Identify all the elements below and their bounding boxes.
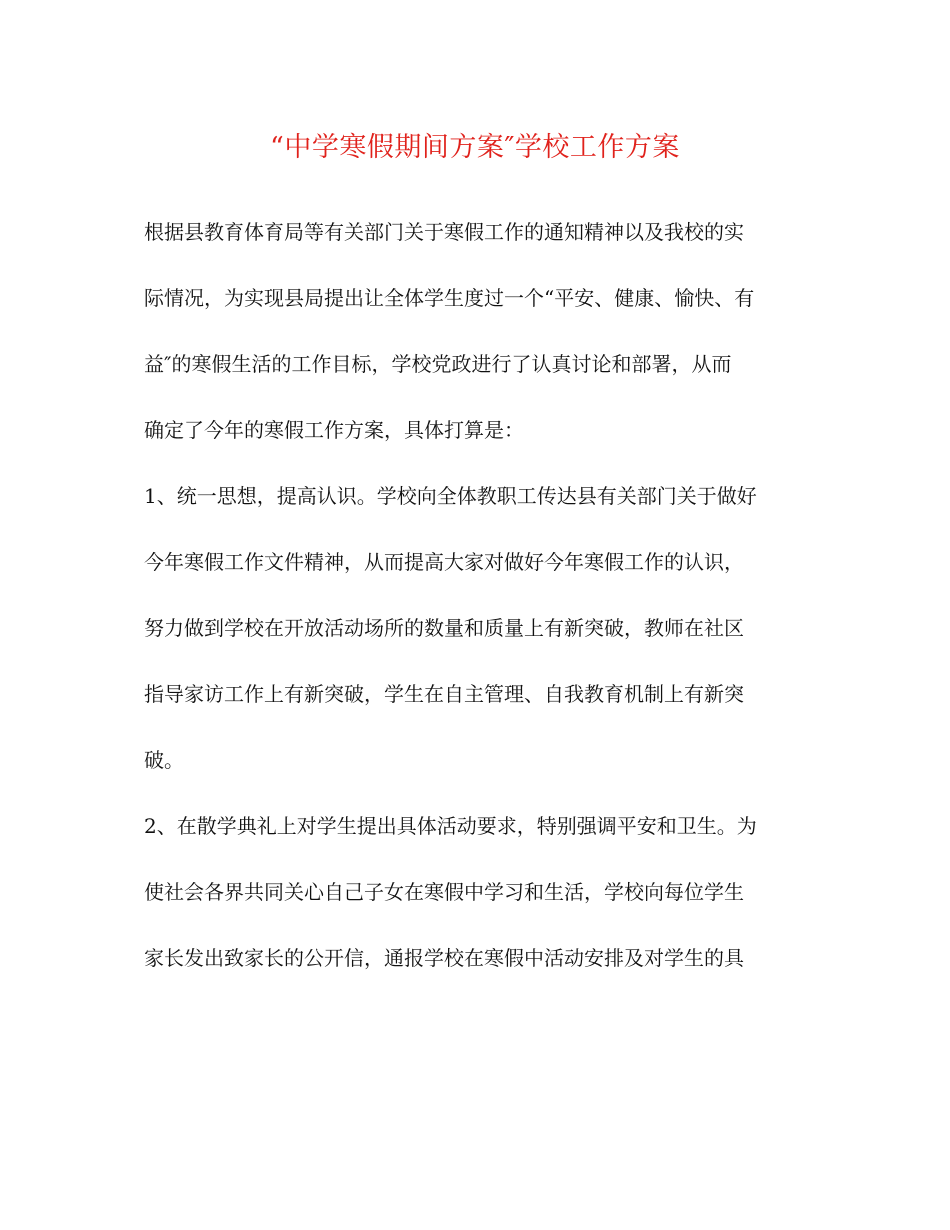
document-title: “中学寒假期间方案″学校工作方案 [270,132,680,163]
body-line: 根据县教育体育局等有关部门关于寒假工作的通知精神以及我校的实 [144,220,744,244]
body-line: 今年寒假工作文件精神，从而提高大家对做好今年寒假工作的认识， [144,550,744,574]
body-line: 努力做到学校在开放活动场所的数量和质量上有新突破，教师在社区 [144,616,744,640]
body-line: 1、统一思想，提高认识。学校向全体教职工传达县有关部门关于做好 [144,484,757,508]
body-line: 家长发出致家长的公开信，通报学校在寒假中活动安排及对学生的具 [144,946,744,970]
body-line: 益″的寒假生活的工作目标，学校党政进行了认真讨论和部署，从而 [144,352,732,376]
body-line: 2、在散学典礼上对学生提出具体活动要求，特别强调平安和卫生。为 [144,814,757,838]
body-line: 破。 [144,748,184,772]
body-line: 使社会各界共同关心自己子女在寒假中学习和生活，学校向每位学生 [144,880,744,904]
body-line: 指导家访工作上有新突破，学生在自主管理、自我教育机制上有新突 [144,682,744,706]
body-line: 际情况，为实现县局提出让全体学生度过一个“平安、健康、愉快、有 [144,286,755,310]
body-line: 确定了今年的寒假工作方案，具体打算是： [144,418,524,442]
document-body [144,206,816,998]
